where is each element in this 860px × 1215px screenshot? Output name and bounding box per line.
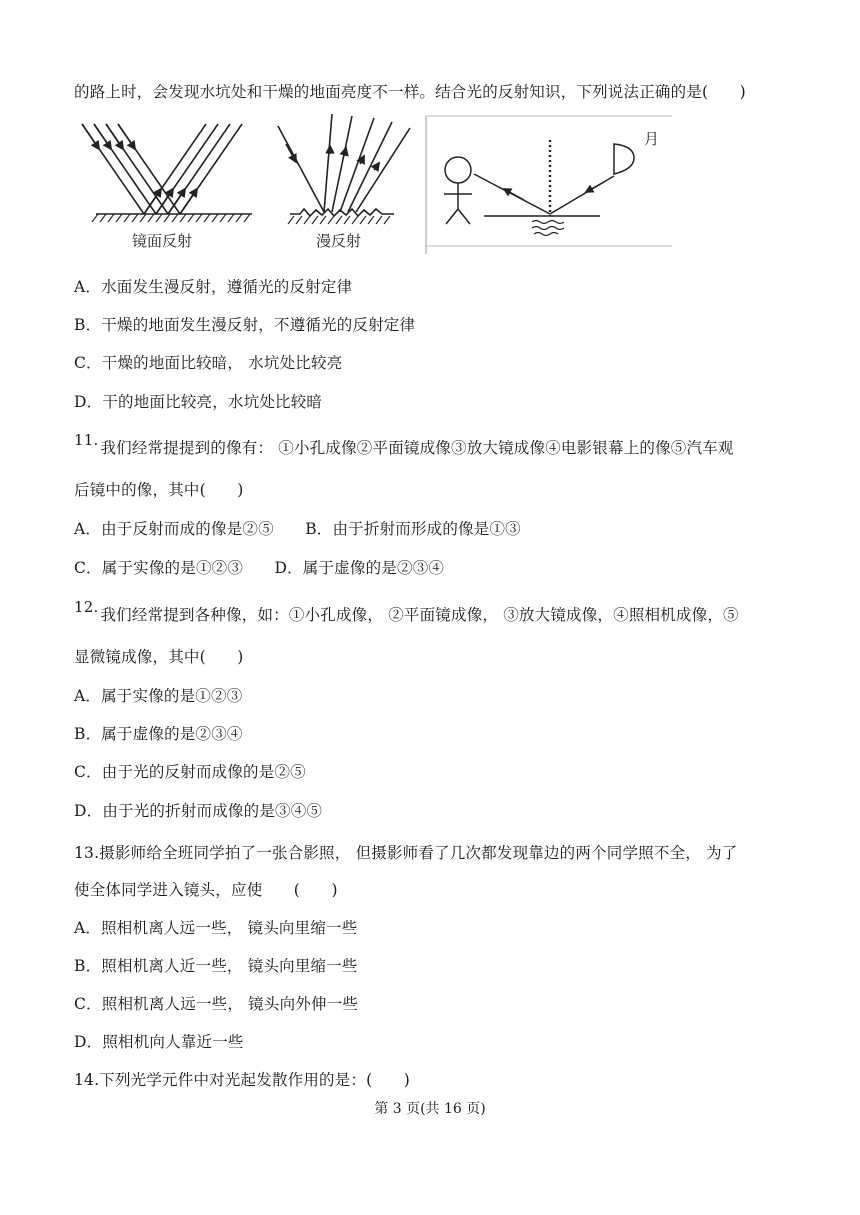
moon-puddle-diagram: [426, 116, 672, 254]
q14-stem: 14.下列光学元件中对光起发散作用的是：( ): [74, 1071, 411, 1089]
q12-option-d: D．由于光的折射而成像的是③④⑤: [74, 802, 323, 820]
q13-option-b: B．照相机离人近一些， 镜头向里缩一些: [74, 957, 358, 975]
q13-option-c: C．照相机离人远一些， 镜头向外伸一些: [74, 995, 359, 1013]
q10-stem: 的路上时，会发现水坑处和干燥的地面亮度不一样。结合光的反射知识，下列说法正确的是( ): [74, 83, 746, 101]
q11-options-cd: C．属于实像的是①②③ D．属于虚像的是②③④: [74, 559, 445, 577]
q13-option-a: A．照相机离人远一些， 镜头向里缩一些: [74, 919, 358, 937]
q12-stem-line2: 显微镜成像，其中( ): [74, 648, 244, 666]
page-footer: 第 3 页(共 16 页): [374, 1101, 486, 1117]
q11-stem-line1: 11. 我们经常提提到的像有： ①小孔成像②平面镜成像③放大镜成像④电影银幕上的像⑤汽车观: [74, 431, 734, 457]
q12-number: 12.: [74, 598, 99, 616]
puddle-icon: [532, 221, 564, 236]
q13-stem-line2: 使全体同学进入镜头，应使 ( ): [74, 881, 338, 899]
q10-figure: [74, 114, 674, 259]
q10-option-d: D．干的地面比较亮，水坑处比较暗: [74, 393, 323, 411]
q12-option-c: C．由于光的反射而成像的是②⑤: [74, 763, 306, 781]
q10-option-b: B．干燥的地面发生漫反射，不遵循光的反射定律: [74, 316, 416, 334]
q11-number: 11.: [74, 431, 99, 449]
q10-option-a: A．水面发生漫反射，遵循光的反射定律: [74, 278, 353, 296]
q13-stem-line1: 13.摄影师给全班同学拍了一张合影照， 但摄影师看了几次都发现靠边的两个同学照不全， 为了: [74, 844, 738, 862]
q12-option-a: A．属于实像的是①②③: [74, 687, 243, 705]
q12-option-b: B．属于虚像的是②③④: [74, 725, 243, 743]
q12-stem-line1: 12. 我们经常提到各种像，如：①小孔成像， ②平面镜成像， ③放大镜成像，④照相机成像，⑤: [74, 598, 739, 624]
q13-option-d: D．照相机向人靠近一些: [74, 1033, 244, 1051]
mirror-reflection-diagram: [82, 124, 252, 222]
q11-options-ab: A．由于反射而成的像是②⑤ B．由于折射而形成的像是①③: [74, 520, 521, 538]
moon-label: 月: [644, 130, 660, 148]
q11-stem-line2: 后镜中的像，其中( ): [74, 481, 244, 499]
diffuse-reflection-diagram: [278, 114, 410, 224]
moon-icon: [614, 144, 634, 174]
q10-option-c: C．干燥的地面比较暗， 水坑处比较亮: [74, 354, 343, 372]
mirror-reflection-label: 镜面反射: [132, 232, 193, 250]
person-icon: [445, 157, 471, 183]
diffuse-reflection-label: 漫反射: [316, 232, 362, 250]
